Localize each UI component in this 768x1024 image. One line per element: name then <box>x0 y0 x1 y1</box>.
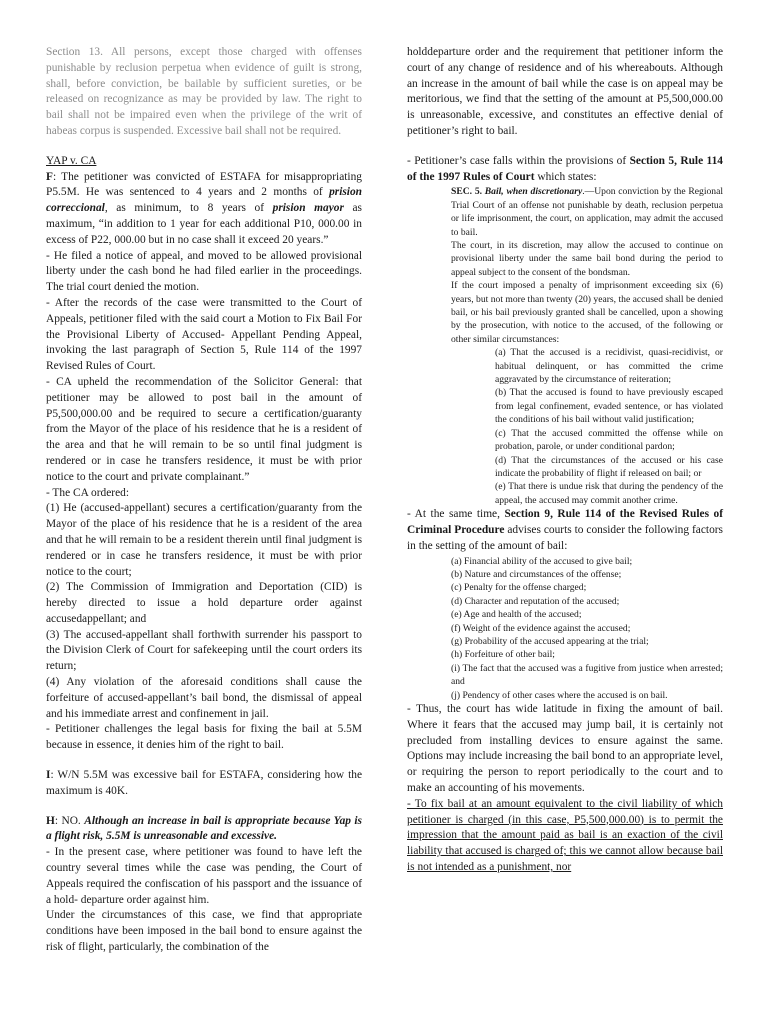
list-item: (f) Weight of the evidence against the accused; <box>451 622 631 634</box>
left-column <box>46 45 362 956</box>
section-5-intro: - Petitioner’s case falls within the provisions of Section 5, Rule 114 of the 1997 Rules of Court which states: <box>407 154 724 183</box>
order-item-2: (2) The Commission of Immigration and Deportation (CID) is hereby directed to issue a hold departure order against accusedappellant; and <box>46 581 362 625</box>
section-9-intro: - At the same time, Section 9, Rule 114 of the Revised Rules of Criminal Procedure advises courts to consider the following factors in the setting of the amount of bail: <box>407 508 723 552</box>
section-5-circumstances <box>495 346 723 507</box>
list-item: (c) That the accused committed the offense while on probation, parole, or under conditional pardon; <box>495 427 723 453</box>
list-item: (d) That the circumstances of the accused or his case indicate the probability of flight if released on bail; or <box>495 454 723 479</box>
facts-paragraph: F: The petitioner was convicted of ESTAFA for misappropriating P5.5M. He was sentenced to 4 years and 2 months of prision correccional, as minimum, to 8 years of prision mayor as maximum, “in addition to 1 year for each additional P10, 000.00 in excess of P22, 000.00 but in no case shall it exceed 20 years.” <box>46 170 362 246</box>
list-item: (i) The fact that the accused was a fugitive from justice when arrested; and <box>451 662 723 688</box>
list-item: (g) Probability of the accused appearing at the trial; <box>451 635 649 647</box>
thus-paragraph: - Thus, the court has wide latitude in fixing the amount of bail. Where it fears that the accused may jump bail, it is certainly not precluded from installing devices to ensure against the same. Options may include increasing the bail bond to an appropriate level, or requiring the person to report periodically to the court and to make an accounting of his movements. <box>407 702 723 794</box>
facts-ca-ordered: - The CA ordered: <box>46 486 129 499</box>
section-5-quote: SEC. 5. Bail, when discretionary.—Upon conviction by the Regional Trial Court of an offense not punishable by death, reclusion perpetua or life imprisonment, the court, on application, may admit the accused to bail. The court, in its discretion, may allow the accused to continue on provisional liberty under the same bail bond during the period to appeal subject to the consent of the bondsman. If the court imposed a penalty of imprisonment exceeding six (6) years, but not more than twenty (20) years, the accused shall be denied bail, or his bail previously granted shall be cancelled, upon a showing by the prosecution, with notice to the accused, of the following or other similar circumstances: (a) That the accused is a recidivist, quasi-recidivist, or habitual delinquent, or has committed the crime aggravated by the circumstance of reiteration; (b) That the accused is found to have previously escaped from legal confinement, evaded sentence, or has violated the conditions of his bail without valid justification; (c) That the accused committed the offense while on probation, parole, or under conditional pardon; (d) That the circumstances of the accused or his case indicate the probability of flight if released on bail; or (e) That there is undue risk that during the pendency of the appeal, the accused may commit another crime. <box>451 186 724 506</box>
facts-motion-to-fix-bail: - After the records of the case were transmitted to the Court of Appeals, petitioner filed with the said court a Motion to Fix Bail For the Provisional Liberty of Accused- Appellant Pending Appeal, invoking the last paragraph of Section 5, Rule 114 of the 1997 Revised Rules of Court. <box>46 296 362 373</box>
list-item: (b) That the accused is found to have previously escaped from legal confinement, evaded sentence, or has violated the conditions of his bail without valid justification; <box>495 387 723 426</box>
held-present-case: - In the present case, where petitioner was found to have left the country several times while the case was pending, the Court of Appeals required the confiscation of his passport and the issuance of a hold- departure order against him. <box>46 846 362 906</box>
list-item: (j) Pendency of other cases where the accused is on bail. <box>451 689 668 701</box>
order-item-4: (4) Any violation of the aforesaid conditions shall cause the forfeiture of accused-appellant’s bail bond, the dismissal of appeal and his immediate arrest and confinement in jail. <box>46 676 362 720</box>
list-item: (b) Nature and circumstances of the offense; <box>451 568 622 580</box>
list-item: (e) That there is undue risk that during the pendency of the appeal, the accused may commit another crime. <box>495 481 723 506</box>
facts-petitioner-challenge: - Petitioner challenges the legal basis for fixing the bail at 5.5M because in essence, it denies him of the right to bail. <box>46 723 362 752</box>
list-item: (c) Penalty for the offense charged; <box>451 582 587 594</box>
right-column <box>407 45 723 876</box>
order-item-3: (3) The accused-appellant shall forthwith surrender his passport to the Division Clerk of Court for safekeeping until the court orders its return; <box>46 628 362 673</box>
facts-label: F <box>46 170 53 183</box>
case-title: YAP v. CA <box>46 154 97 167</box>
held-circumstances: Under the circumstances of this case, we find that appropriate conditions have been imposed in the bail bond to ensure against the risk of flight, particularly, the combination of the <box>46 909 362 954</box>
issue-paragraph: I: W/N 5.5M was excessive bail for ESTAFA, considering how the maximum is 40K. <box>46 769 362 797</box>
held-paragraph: H: NO. Although an increase in bail is appropriate because Yap is a flight risk, 5.5M is unreasonable and excessive. <box>46 814 362 843</box>
list-item: (a) Financial ability of the accused to give bail; <box>451 555 633 567</box>
list-item: (h) Forfeiture of other bail; <box>451 649 555 661</box>
section-13-provision: Section 13. All persons, except those charged with offenses punishable by reclusion perpetua when evidence of guilt is strong, shall, before conviction, be bailable by sufficient sureties, or be released on recognizance as may be provided by law. The right to bail shall not be impaired even when the privilege of the writ of habeas corpus is suspended. Excessive bail shall not be required. <box>46 46 362 137</box>
list-item: (e) Age and health of the accused; <box>451 609 582 621</box>
facts-notice-of-appeal: - He filed a notice of appeal, and moved to be allowed provisional liberty under the cash bond he had filed earlier in the proceedings. The trial court denied the motion. <box>46 249 362 294</box>
order-item-1: (1) He (accused-appellant) secures a certification/guaranty from the Mayor of the place of his residence that he is a resident of the area and that he will remain to be a resident therein until final judgment is rendered or in case he transfers residence, it must be with prior notice to the court; <box>46 502 362 578</box>
underlined-civil-liability: - To fix bail at an amount equivalent to the civil liability of which petitioner is charged (in this case, P5,500,000.00) is to permit the impression that the amount paid as bail is an exaction of the civil liability that accused is charged of; this we cannot allow because bail is not intended as a punishment, nor <box>407 797 723 873</box>
list-item: (d) Character and reputation of the accused; <box>451 595 620 607</box>
section-9-factors <box>451 555 723 702</box>
issue-label: I <box>46 769 51 782</box>
facts-ca-upheld: - CA upheld the recommendation of the Solicitor General: that petitioner may be allowed to post bail in the amount of P5,500,000.00 and be required to secure a certification/guaranty from the Mayor of the place of his residence that he is a resident of the area and that he will remain to be so until final judgment is rendered or in case he transfers residence, it must be with prior notice to the court and private complainant.” <box>46 375 362 483</box>
list-item: (a) That the accused is a recidivist, quasi-recidivist, or habitual delinquent, or has committed the crime aggravated by the circumstance of reiteration; <box>495 347 723 386</box>
held-label: H <box>46 814 55 827</box>
held-continuation: holddeparture order and the requirement that petitioner inform the court of any change of residence and of his whereabouts. Although an increase in the amount of bail while the case is on appeal may be meritorious, we find that the setting of the amount at P5,500,000.00 is unreasonable, excessive, and constitutes an effective denial of petitioner’s right to bail. <box>407 46 723 137</box>
